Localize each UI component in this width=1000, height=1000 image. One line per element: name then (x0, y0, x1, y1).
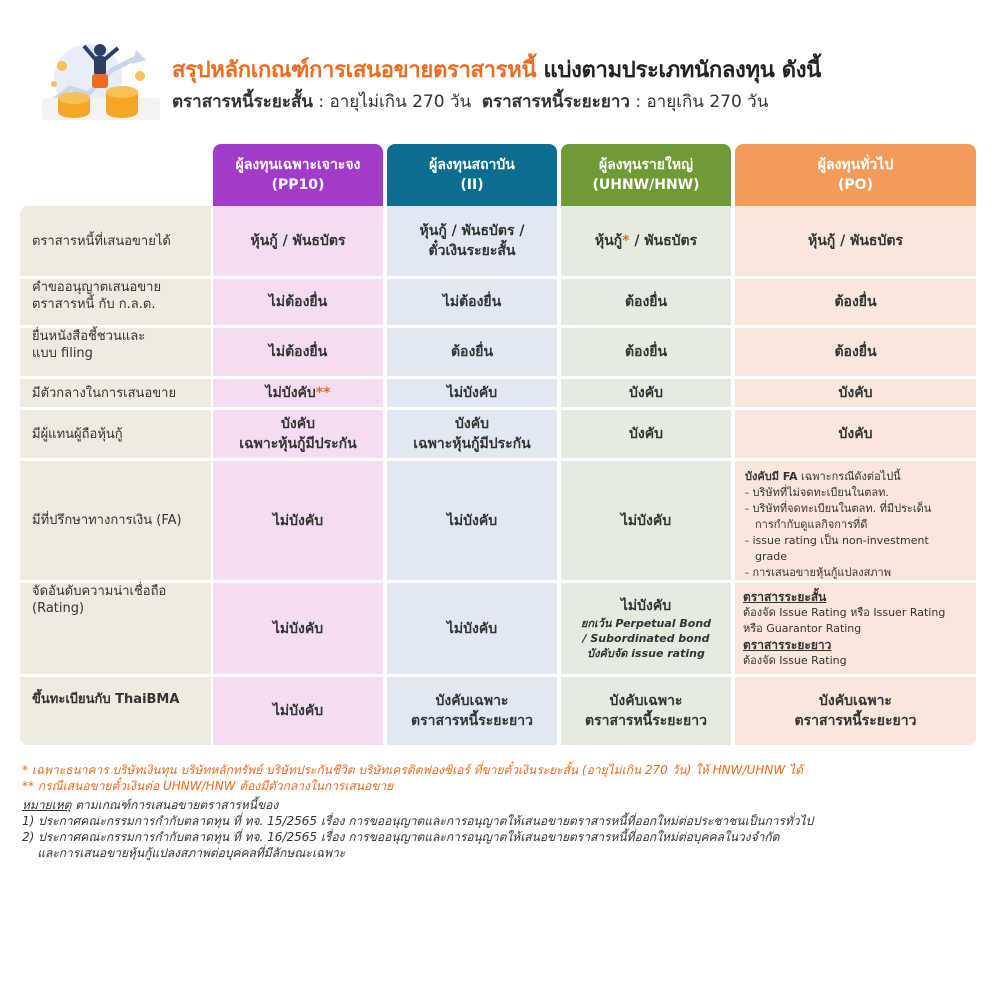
cell-po-financial-advisor (735, 461, 976, 580)
long-term-value: : อายุเกิน 270 วัน (629, 92, 769, 112)
cell-text: ตั๋วเงินระยะสั้น (428, 243, 516, 259)
cell-po-debt-types (735, 206, 976, 276)
short-term-label: ตราสารหนี้ระยะสั้น (172, 92, 313, 112)
cell-pp10-intermediary (213, 379, 383, 407)
cell-text: บังคับเฉพาะ (609, 693, 683, 709)
long-term-rating-title: ตราสารระยะยาว (743, 638, 832, 652)
column-header-code: (PP10) (271, 177, 325, 193)
cell-ii-rating: ไม่บังคับ (387, 583, 557, 674)
fa-condition-item: - บริษัทที่จดทะเบียนในตลท. ที่มีประเด็น (745, 502, 932, 515)
footnote-note-2-continued: และการเสนอขายหุ้นกู้แปลงสภาพต่อบุคคลที่มีลักษณะเฉพาะ (22, 846, 346, 860)
footnote-star: ** (315, 385, 331, 401)
column-header-label: ผู้ลงทุนทั่วไป (817, 157, 894, 173)
cell-text: บังคับเฉพาะ (435, 693, 509, 709)
footnote-star-1: * เฉพาะธนาคาร บริษัทเงินทุน บริษัทหลักทรัพย์ บริษัทประกันชีวิต บริษัทเครดิตฟองซิเอร์ ที่ขายตั๋วเงินระยะสั้น (อายุไม่เกิน 270 วัน) ให้ HNW/UHNW ได้ (22, 763, 803, 777)
column-header-label: ผู้ลงทุนรายใหญ่ (599, 157, 693, 173)
rating-exception-line: / Subordinated bond (582, 632, 710, 645)
column-header-code: (PO) (838, 177, 873, 193)
cell-ii-prospectus: ต้องยื่น (387, 328, 557, 376)
row-label-intermediary: มีตัวกลางในการเสนอขาย (20, 379, 211, 407)
cell-po-sec-approval: ต้องยื่น (735, 279, 976, 325)
column-header-ii (387, 144, 557, 206)
row-label-line: คำขออนุญาตเสนอขาย (32, 280, 162, 295)
cell-uhnw-sec-approval: ต้องยื่น (561, 279, 731, 325)
short-term-value: : อายุไม่เกิน 270 วัน (312, 92, 472, 112)
row-label-line: (Rating) (32, 601, 85, 616)
column-header-code: (II) (460, 177, 484, 193)
title-rest: แบ่งตามประเภทนักลงทุน ดังนี้ (536, 58, 821, 83)
remark-text: ตามเกณฑ์การเสนอขายตราสารหนี้ของ (71, 798, 279, 812)
cell-uhnw-rating (561, 583, 731, 674)
row-label-prospectus (20, 328, 211, 376)
footnote-note-1: 1) ประกาศคณะกรรมการกำกับตลาดทุน ที่ ทจ. 15/2565 เรื่อง การขออนุญาตและการอนุญาตให้เสนอขายตราสารหนี้ที่ออกใหม่ต่อประชาชนเป็นการทั่วไป (22, 814, 814, 828)
cell-ii-thaibma (387, 677, 557, 745)
cell-text: เฉพาะหุ้นกู้มีประกัน (239, 436, 357, 452)
cell-pp10-rating: ไม่บังคับ (213, 583, 383, 674)
cell-text: บังคับ (281, 416, 315, 432)
row-label-line: จัดอันดับความน่าเชื่อถือ (32, 584, 167, 599)
cell-po-intermediary: บังคับ (735, 379, 976, 407)
row-label-line: ตราสารหนี้ กับ ก.ล.ต. (32, 297, 156, 312)
cell-text: หุ้นกู้ / พันธบัตร (808, 233, 903, 249)
hero-illustration (40, 36, 162, 122)
column-header-label: ผู้ลงทุนสถาบัน (429, 157, 515, 173)
row-label-debt-types: ตราสารหนี้ที่เสนอขายได้ (20, 206, 211, 276)
cell-uhnw-debt-types (561, 206, 731, 276)
cell-po-thaibma (735, 677, 976, 745)
cell-ii-debt-types (387, 206, 557, 276)
remark-label: หมายเหตุ (22, 798, 72, 812)
cell-po-rating (735, 583, 976, 674)
page-subtitle (172, 88, 972, 115)
row-label-thaibma: ขึ้นทะเบียนกับ ThaiBMA (20, 677, 211, 745)
cell-text (595, 231, 697, 251)
long-term-rating-line: ต้องจัด Issue Rating (743, 654, 847, 667)
cell-pp10-thaibma: ไม่บังคับ (213, 677, 383, 745)
long-term-label: ตราสารหนี้ระยะยาว (481, 92, 630, 112)
page-title (172, 52, 972, 87)
short-term-rating-line: ต้องจัด Issue Rating หรือ Issuer Rating (743, 606, 946, 619)
row-label-line: ยื่นหนังสือชี้ชวนและ (32, 329, 146, 344)
cell-ii-intermediary: ไม่บังคับ (387, 379, 557, 407)
fa-condition-item: - บริษัทที่ไม่จดทะเบียนในตลท. (745, 486, 889, 499)
short-term-rating-line: หรือ Guarantor Rating (743, 622, 862, 635)
title-highlight: สรุปหลักเกณฑ์การเสนอขายตราสารหนี้ (172, 58, 537, 83)
cell-text: บังคับเฉพาะ (819, 693, 892, 709)
cell-uhnw-bondholder-rep: บังคับ (561, 410, 731, 458)
cell-ii-sec-approval: ไม่ต้องยื่น (387, 279, 557, 325)
column-header-code: (UHNW/HNW) (592, 177, 700, 193)
fa-lead (745, 469, 901, 485)
fa-lead-rest: เฉพาะกรณีดังต่อไปนี้ (797, 470, 901, 483)
column-header-po (735, 144, 976, 206)
fa-condition-item: - issue rating เป็น non-investment (745, 534, 929, 547)
row-label-bondholder-rep: มีผู้แทนผู้ถือหุ้นกู้ (20, 410, 211, 458)
fa-condition-item: การกำกับดูแลกิจการที่ดี (755, 518, 868, 531)
footnote-star: * (622, 233, 630, 249)
short-term-rating-title: ตราสารระยะสั้น (743, 590, 827, 604)
cell-text-main: ไม่บังคับ (265, 385, 316, 401)
cell-text: บังคับ (455, 416, 489, 432)
cell-uhnw-financial-advisor: ไม่บังคับ (561, 461, 731, 580)
cell-text: ตราสารหนี้ระยะยาว (794, 713, 917, 729)
cell-text (266, 383, 331, 403)
row-label-rating (20, 583, 211, 674)
cell-text: ตราสารหนี้ระยะยาว (585, 713, 707, 729)
cell-text: หุ้นกู้ / พันธบัตร / (419, 223, 525, 239)
cell-pp10-prospectus: ไม่ต้องยื่น (213, 328, 383, 376)
cell-uhnw-prospectus: ต้องยื่น (561, 328, 731, 376)
row-label-line: แบบ filing (32, 346, 93, 361)
cell-pp10-sec-approval: ไม่ต้องยื่น (213, 279, 383, 325)
cell-pp10-financial-advisor: ไม่บังคับ (213, 461, 383, 580)
row-label-financial-advisor: มีที่ปรึกษาทางการเงิน (FA) (20, 461, 211, 580)
cell-text-b: / พันธบัตร (629, 233, 698, 249)
fa-condition-item: - การเสนอขายหุ้นกู้แปลงสภาพ (745, 566, 891, 579)
cell-text-a: หุ้นกู้ (594, 233, 623, 249)
row-label-sec-approval (20, 279, 211, 325)
cell-text: หุ้นกู้ / พันธบัตร (250, 233, 346, 249)
investor-coins-icon (40, 36, 162, 122)
footnote-remark (22, 797, 982, 813)
cell-ii-financial-advisor: ไม่บังคับ (387, 461, 557, 580)
footnote-note-2: 2) ประกาศคณะกรรมการกำกับตลาดทุน ที่ ทจ. 16/2565 เรื่อง การขออนุญาตและการอนุญาตให้เสนอขายตราสารหนี้ที่ออกใหม่ต่อบุคคลในวงจำกัด (22, 830, 780, 844)
column-header-label: ผู้ลงทุนเฉพาะเจาะจง (235, 157, 361, 173)
fa-lead-bold: บังคับมี FA (745, 470, 798, 483)
cell-ii-bondholder-rep (387, 410, 557, 458)
fa-condition-item: grade (755, 550, 787, 563)
cell-po-prospectus: ต้องยื่น (735, 328, 976, 376)
cell-pp10-debt-types (213, 206, 383, 276)
column-header-uhnw (561, 144, 731, 206)
cell-text: เฉพาะหุ้นกู้มีประกัน (413, 436, 531, 452)
rating-exception-line: บังคับจัด issue rating (587, 647, 705, 660)
column-header-pp10 (213, 144, 383, 206)
cell-pp10-bondholder-rep (213, 410, 383, 458)
cell-uhnw-thaibma (561, 677, 731, 745)
cell-text: ตราสารหนี้ระยะยาว (411, 713, 533, 729)
cell-text: ไม่บังคับ (620, 598, 672, 614)
cell-uhnw-intermediary: บังคับ (561, 379, 731, 407)
cell-po-bondholder-rep: บังคับ (735, 410, 976, 458)
footnote-star-2: ** กรณีเสนอขายตั๋วเงินต่อ UHNW/HNW ต้องมีตัวกลางในการเสนอขาย (22, 779, 394, 793)
rating-exception-line: ยกเว้น Perpetual Bond (580, 617, 712, 630)
